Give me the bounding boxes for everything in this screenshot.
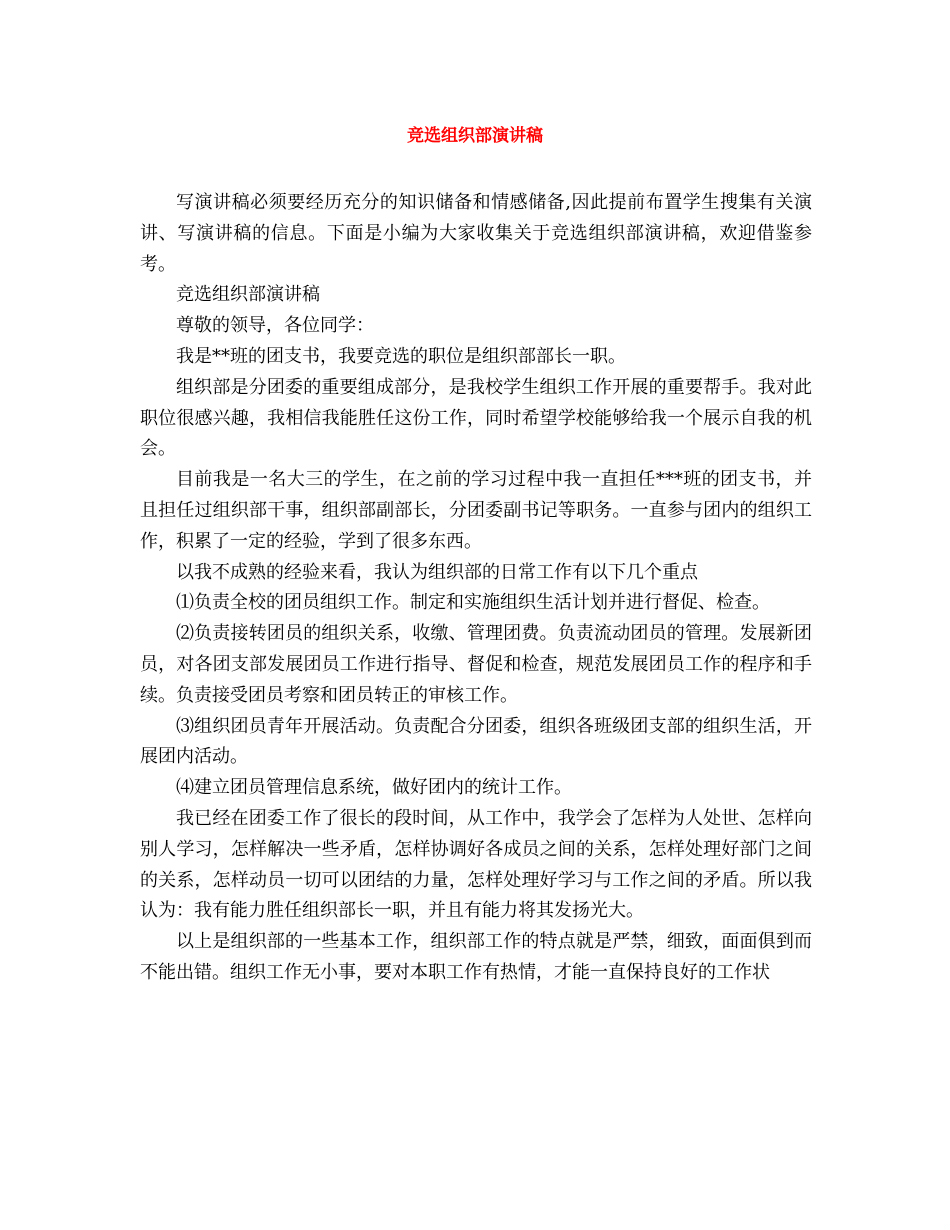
paragraph: 我已经在团委工作了很长的段时间，从工作中，我学会了怎样为人处世、怎样向别人学习，怎样解决一些矛盾，怎样协调好各成员之间的关系，怎样处理好部门之间的关系，怎样动员一切可以团结的力量，怎样处理好学习与工作之间的矛盾。所以我认为：我有能力胜任组织部长一职，并且有能力将其发扬光大。: [140, 807, 812, 922]
paragraph: ⑴负责全校的团员组织工作。制定和实施组织生活计划并进行督促、检查。: [176, 592, 770, 614]
paragraph: 写演讲稿必须要经历充分的知识储备和情感储备,因此提前布置学生搜集有关演讲、写演讲稿的信息。下面是小编为大家收集关于竞选组织部演讲稿，欢迎借鉴参考。: [140, 192, 812, 275]
document-title: 竞选组织部演讲稿: [407, 126, 543, 146]
paragraph: 组织部是分团委的重要组成部分，是我校学生组织工作开展的重要帮手。我对此职位很感兴趣，我相信我能胜任这份工作，同时希望学校能够给我一个展示自我的机会。: [140, 376, 812, 460]
document-body: [140, 188, 812, 989]
paragraph: 以我不成熟的经验来看，我认为组织部的日常工作有以下几个重点: [176, 561, 698, 583]
paragraph: 竞选组织部演讲稿: [176, 284, 320, 306]
paragraph: 我是**班的团支书，我要竞选的职位是组织部部长一职。: [176, 345, 626, 367]
paragraph: ⑶组织团员青年开展活动。负责配合分团委，组织各班级团支部的组织生活，开展团内活动。: [140, 715, 812, 768]
paragraph: 目前我是一名大三的学生，在之前的学习过程中我一直担任***班的团支书，并且担任过组织部干事，组织部副部长，分团委副书记等职务。一直参与团内的组织工作，积累了一定的经验，学到了很多东西。: [140, 469, 812, 552]
paragraph: 尊敬的领导，各位同学：: [176, 315, 374, 337]
paragraph: ⑷建立团员管理信息系统，做好团内的统计工作。: [176, 777, 572, 799]
paragraph: 以上是组织部的一些基本工作，组织部工作的特点就是严禁，细致，面面俱到而不能出错。组织工作无小事，要对本职工作有热情，才能一直保持良好的工作状: [140, 931, 812, 983]
paragraph: ⑵负责接转团员的组织关系，收缴、管理团费。负责流动团员的管理。发展新团员，对各团支部发展团员工作进行指导、督促和检查，规范发展团员工作的程序和手续。负责接受团员考察和团员转正的审核工作。: [140, 623, 812, 706]
